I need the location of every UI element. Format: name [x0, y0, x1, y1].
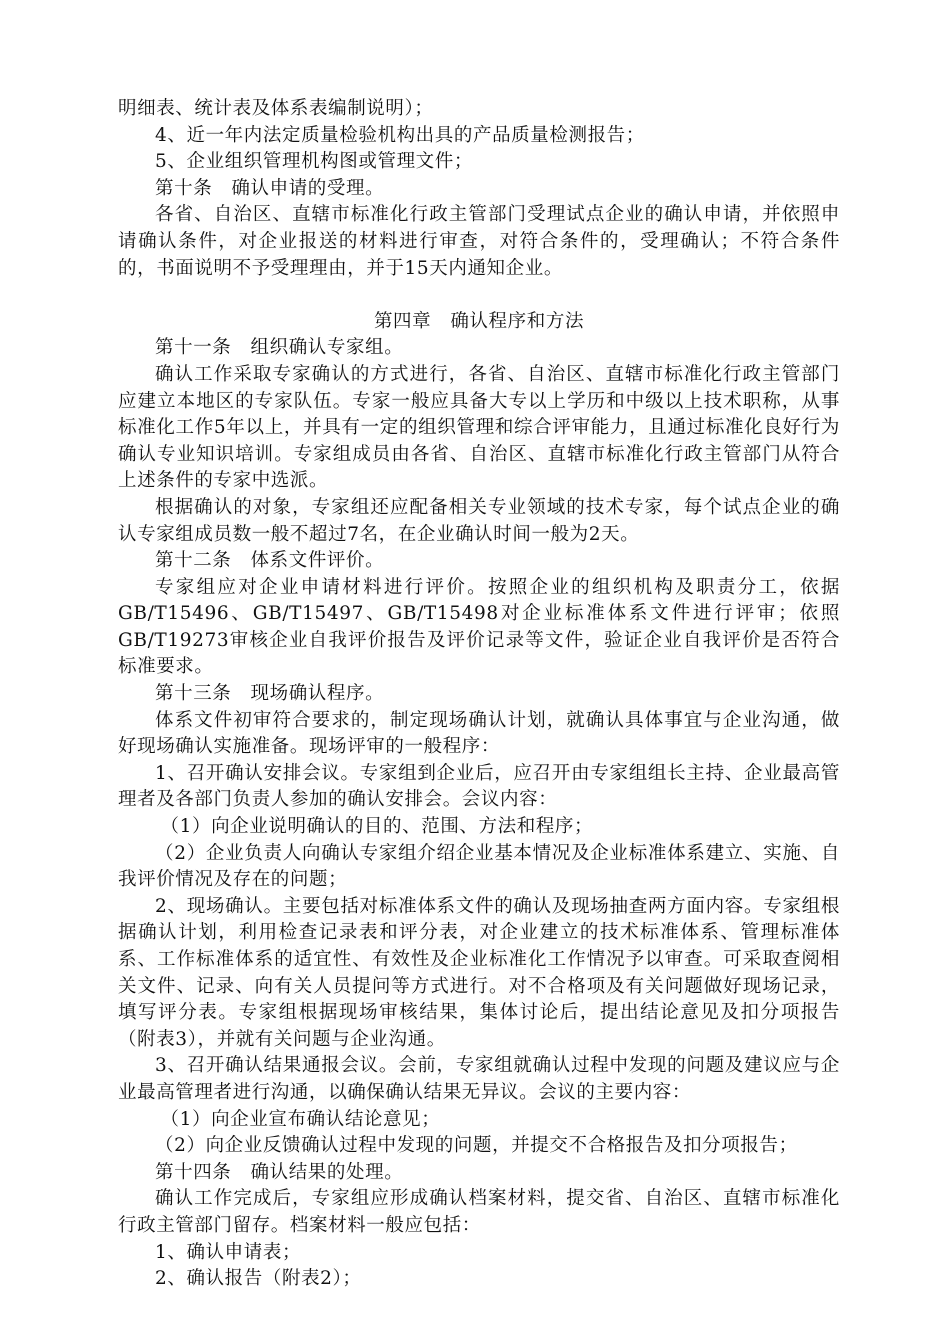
procedure-step-2: 2、现场确认。主要包括对标准体系文件的确认及现场抽查两方面内容。专家组根据确认计划，利用检查记录表和评分表，对企业建立的技术标准体系、管理标准体系、工作标准体系的适宜性、有效性及企业标准化工作情况予以审查。可采取查阅相关文件、记录、向有关人员提问等方式进行。对不合格项及有关问题做好现场记录，填写评分表。专家组根据现场审核结果，集体讨论后，提出结论意见及扣分项报告（附表3），并就有关问题与企业沟通。 — [118, 895, 840, 1050]
article-13-heading: 第十三条 现场确认程序。 — [155, 683, 385, 705]
article-14-heading: 第十四条 确认结果的处理。 — [155, 1161, 404, 1183]
list-item-5: 5、企业组织管理机构图或管理文件； — [155, 151, 473, 173]
archive-item-2: 2、确认报告（附表2）； — [155, 1268, 362, 1290]
article-11-body: 确认工作采取专家确认的方式进行，各省、自治区、直辖市标准化行政主管部门应建立本地区的专家队伍。专家一般应具备大专以上学历和中级以上技术职称，从事标准化工作5年以上，并具有一定的组织管理和综合评审能力，且通过标准化良好行为确认专业知识培训。专家组成员由各省、自治区、直辖市标准化行政主管部门从符合上述条件的专家中选派。 — [118, 363, 840, 492]
procedure-step-1-item-1: （1）向企业说明确认的目的、范围、方法和程序； — [160, 816, 594, 838]
procedure-step-1: 1、召开确认安排会议。专家组到企业后，应召开由专家组组长主持、企业最高管理者及各部门负责人参加的确认安排会。会议内容： — [118, 762, 840, 811]
article-10-body: 各省、自治区、直辖市标准化行政主管部门受理试点企业的确认申请，并依照申请确认条件，对企业报送的材料进行审查，对符合条件的，受理确认；不符合条件的，书面说明不予受理理由，并于15天内通知企业。 — [118, 204, 840, 279]
article-11-body-2: 根据确认的对象，专家组还应配备相关专业领域的技术专家，每个试点企业的确认专家组成员数一般不超过7名，在企业确认时间一般为2天。 — [118, 496, 840, 545]
procedure-step-3: 3、召开确认结果通报会议。会前，专家组就确认过程中发现的问题及建议应与企业最高管理者进行沟通，以确保确认结果无异议。会议的主要内容： — [118, 1055, 840, 1103]
document-body — [118, 96, 840, 1293]
procedure-step-3-item-1: （1）向企业宣布确认结论意见； — [160, 1108, 441, 1130]
article-14-body: 确认工作完成后，专家组应形成确认档案材料，提交省、自治区、直辖市标准化行政主管部门留存。档案材料一般应包括： — [118, 1188, 840, 1236]
paragraph-continued-list-item: 明细表、统计表及体系表编制说明）； — [118, 98, 434, 119]
archive-item-1: 1、确认申请表； — [155, 1241, 302, 1263]
article-11-heading: 第十一条 组织确认专家组。 — [155, 337, 404, 359]
procedure-step-3-item-2: （2）向企业反馈确认过程中发现的问题，并提交不合格报告及扣分项报告； — [155, 1135, 798, 1157]
chapter-4-heading: 第四章 确认程序和方法 — [373, 310, 585, 332]
list-item-4: 4、近一年内法定质量检验机构出具的产品质量检测报告； — [155, 124, 645, 146]
article-12-heading: 第十二条 体系文件评价。 — [155, 550, 385, 572]
article-12-body: 专家组应对企业申请材料进行评价。按照企业的组织机构及职责分工，依据GB/T15496、GB/T15497、GB/T15498对企业标准体系文件进行评审；依照GB/T19273审核企业自我评价报告及评价记录等文件，验证企业自我评价是否符合标准要求。 — [118, 576, 840, 678]
article-13-body: 体系文件初审符合要求的，制定现场确认计划，就确认具体事宜与企业沟通，做好现场确认实施准备。现场评审的一般程序： — [118, 709, 840, 758]
procedure-step-1-item-2: （2）企业负责人向确认专家组介绍企业基本情况及企业标准体系建立、实施、自我评价情况及存在的问题； — [118, 842, 840, 891]
article-10-heading: 第十条 确认申请的受理。 — [155, 177, 385, 199]
